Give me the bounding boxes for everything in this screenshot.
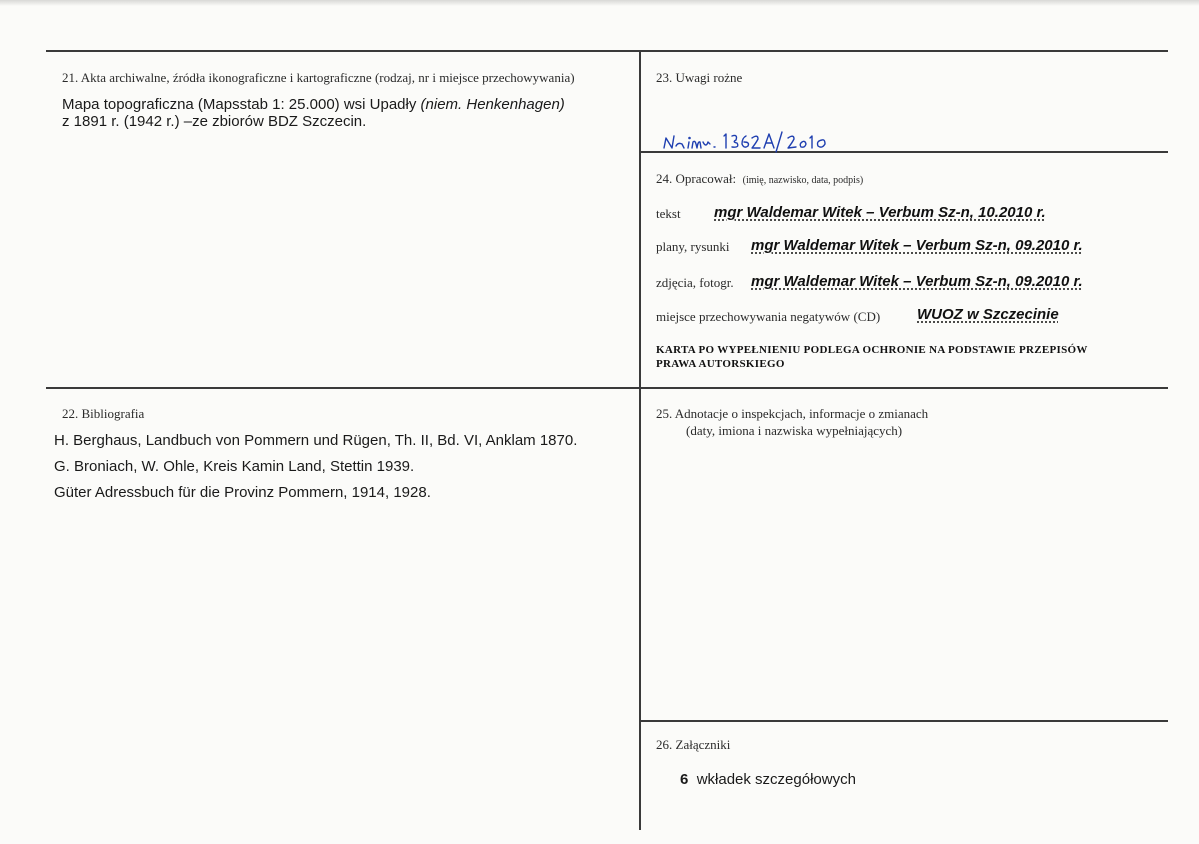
section-21-line-1	[62, 96, 565, 113]
copyright-notice	[656, 343, 1088, 371]
section-21-line-2: z 1891 r. (1942 r.) –ze zbiorów BDZ Szczecin.	[62, 113, 367, 130]
rule-top	[46, 50, 1168, 52]
handwritten-inventory-number	[658, 124, 848, 154]
section-24-title: 24. Opracował:	[656, 171, 737, 186]
section-21-heading: 21. Akta archiwalne, źródła ikonograficzne i kartograficzne (rodzaj, nr i miejsce przechowywania)	[62, 70, 575, 85]
section-25-heading-line-2: (daty, imiona i nazwiska wypełniających)	[686, 423, 903, 438]
map-description: Mapa topograficzna (Mapsstab 1: 25.000) wsi Upadły	[62, 96, 421, 113]
author-photos-value: mgr Waldemar Witek – Verbum Sz-n, 09.2010 r.	[751, 273, 1083, 290]
negatives-location-value: WUOZ w Szczecinie	[917, 306, 1059, 323]
row-label-photos: zdjęcia, fotogr.	[656, 275, 734, 290]
section-24-note: (imię, nazwisko, data, podpis)	[742, 175, 864, 186]
german-name: (niem. Henkenhagen)	[420, 96, 565, 113]
section-22-heading: 22. Bibliografia	[62, 406, 145, 421]
section-24-heading	[656, 171, 863, 187]
row-label-text: tekst	[656, 206, 681, 221]
copyright-notice-line-1: KARTA PO WYPEŁNIENIU PODLEGA OCHRONIE NA PODSTAWIE PRZEPISÓW	[656, 344, 1088, 356]
bibliography-item: G. Broniach, W. Ohle, Kreis Kamin Land, Stettin 1939.	[54, 458, 415, 475]
author-plans-value: mgr Waldemar Witek – Verbum Sz-n, 09.2010 r.	[751, 237, 1083, 254]
bibliography-item: Güter Adressbuch für die Provinz Pommern, 1914, 1928.	[54, 484, 431, 501]
section-23-heading: 23. Uwagi rożne	[656, 70, 743, 85]
copyright-notice-line-2: PRAWA AUTORSKIEGO	[656, 358, 785, 370]
rule-25-26	[641, 720, 1168, 722]
section-26-heading: 26. Załączniki	[656, 737, 731, 752]
rule-middle	[46, 387, 1168, 389]
author-text-value: mgr Waldemar Witek – Verbum Sz-n, 10.2010 r.	[714, 204, 1046, 221]
attachments-count: 6	[680, 771, 689, 788]
row-label-plans: plany, rysunki	[656, 239, 730, 254]
section-25-heading-line-1: 25. Adnotacje o inspekcjach, informacje o zmianach	[656, 406, 929, 421]
rule-center	[639, 50, 641, 830]
bibliography-item: H. Berghaus, Landbuch von Pommern und Rügen, Th. II, Bd. VI, Anklam 1870.	[54, 432, 578, 449]
attachments-text: wkładek szczegółowych	[696, 771, 856, 788]
scan-edge-shadow	[0, 0, 1199, 6]
attachments-line	[680, 771, 856, 788]
row-label-negatives: miejsce przechowywania negatywów (CD)	[656, 309, 881, 324]
